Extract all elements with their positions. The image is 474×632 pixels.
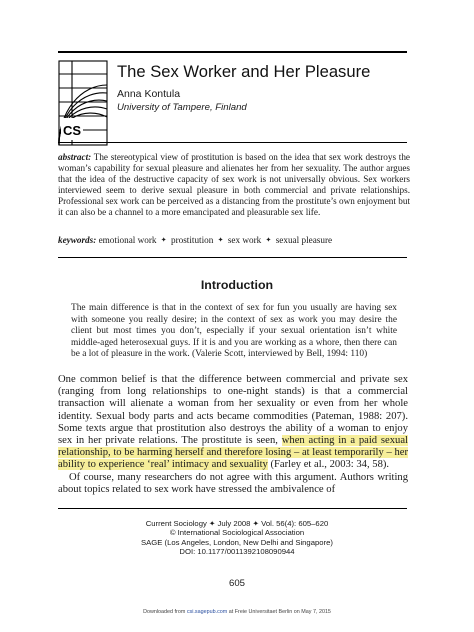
author-affiliation: University of Tampere, Finland <box>117 102 247 113</box>
download-prefix: Downloaded from <box>143 609 187 615</box>
journal-line: Current Sociology ✦ July 2008 ✦ Vol. 56(4): 605–620 <box>145 519 329 528</box>
keywords-label: keywords: <box>58 235 97 245</box>
keyword-separator-icon: ✦ <box>265 236 272 244</box>
keyword: sex work <box>227 235 262 245</box>
logo-monogram: CS <box>62 123 82 138</box>
citation-text: (Farley et al., 2003: 34, 58). <box>267 459 390 471</box>
keyword: prostitution <box>170 235 214 245</box>
download-suffix: at Freie Universitaet Berlin on May 7, 2015 <box>227 609 331 615</box>
doi-line: DOI: 10.1177/0011392108090944 <box>179 547 295 557</box>
abstract <box>58 152 410 217</box>
keyword: emotional work <box>98 235 157 245</box>
keywords-rule <box>58 257 407 258</box>
body-text <box>58 374 408 496</box>
keyword-separator-icon: ✦ <box>217 236 224 244</box>
article-title: The Sex Worker and Her Pleasure <box>117 62 371 81</box>
publisher-line: SAGE (Los Angeles, London, New Delhi and Singapore) <box>141 537 333 547</box>
abstract-label: abstract: <box>58 152 92 162</box>
keyword: sexual pleasure <box>275 235 333 245</box>
section-heading: Introduction <box>200 278 274 292</box>
keywords <box>58 235 410 245</box>
copyright-line: © International Sociological Association <box>169 528 305 538</box>
highlighted-text: when acting in a paid sexual relationship, to be harming herself and therefore losing – at least temporarily – her ability to experience ‘real’ intimacy and sexuality <box>58 435 408 471</box>
paragraph-text: One common belief is that the difference between commercial and private sex (ranging from long relationships to one-night stands) is that a commercial transaction will alienate a woman from her sexuality or even from her whole identity. Sexual body parts and acts became commodities (Pateman, 1988: 207). Some texts argue that prostitution also destroys the ability of a woman to enjoy sex in her private relations. The prostitute is seen, <box>58 374 408 447</box>
abstract-text: The stereotypical view of prostitution is based on the idea that sex work destroys the woman’s capability for sexual pleasure and alienates her from her sexuality. The author argues that the idea of the destructive capacity of sex work is not universally obvious. Sex workers interviewed seem to derive sexual pleasure in both commercial and private relationships. Professional sex work can be perceived as a distancing from the prostitute’s own enjoyment but it can also be a channel to a more emancipated and pleasurable sex life. <box>58 152 410 217</box>
block-quote: The main difference is that in the context of sex for fun you usually are having sex with someone you really desire; in the context of sex as work you may desire the client but most times you don’t, especially if your sexual orientation isn’t white middle-aged heterosexual guys. If it is and you are working as a whore, then there can be a lot of pleasure in the work. (Valerie Scott, interviewed by Bell, 1994: 110) <box>71 303 397 360</box>
author-name: Anna Kontula <box>117 88 181 100</box>
header-rule <box>58 142 407 143</box>
paragraph: Of course, many researchers do not agree with this argument. Authors writing about topics related to sex work have stressed the ambivalence of <box>58 471 408 495</box>
page-number: 605 <box>228 578 245 589</box>
journal-metadata <box>0 519 474 557</box>
download-link[interactable]: csi.sagepub.com <box>186 609 228 615</box>
paragraph <box>58 374 408 472</box>
footer-rule <box>58 508 407 509</box>
top-rule <box>58 51 407 53</box>
keyword-separator-icon: ✦ <box>160 236 167 244</box>
current-sociology-logo-icon <box>58 60 108 146</box>
download-notice <box>0 609 474 615</box>
